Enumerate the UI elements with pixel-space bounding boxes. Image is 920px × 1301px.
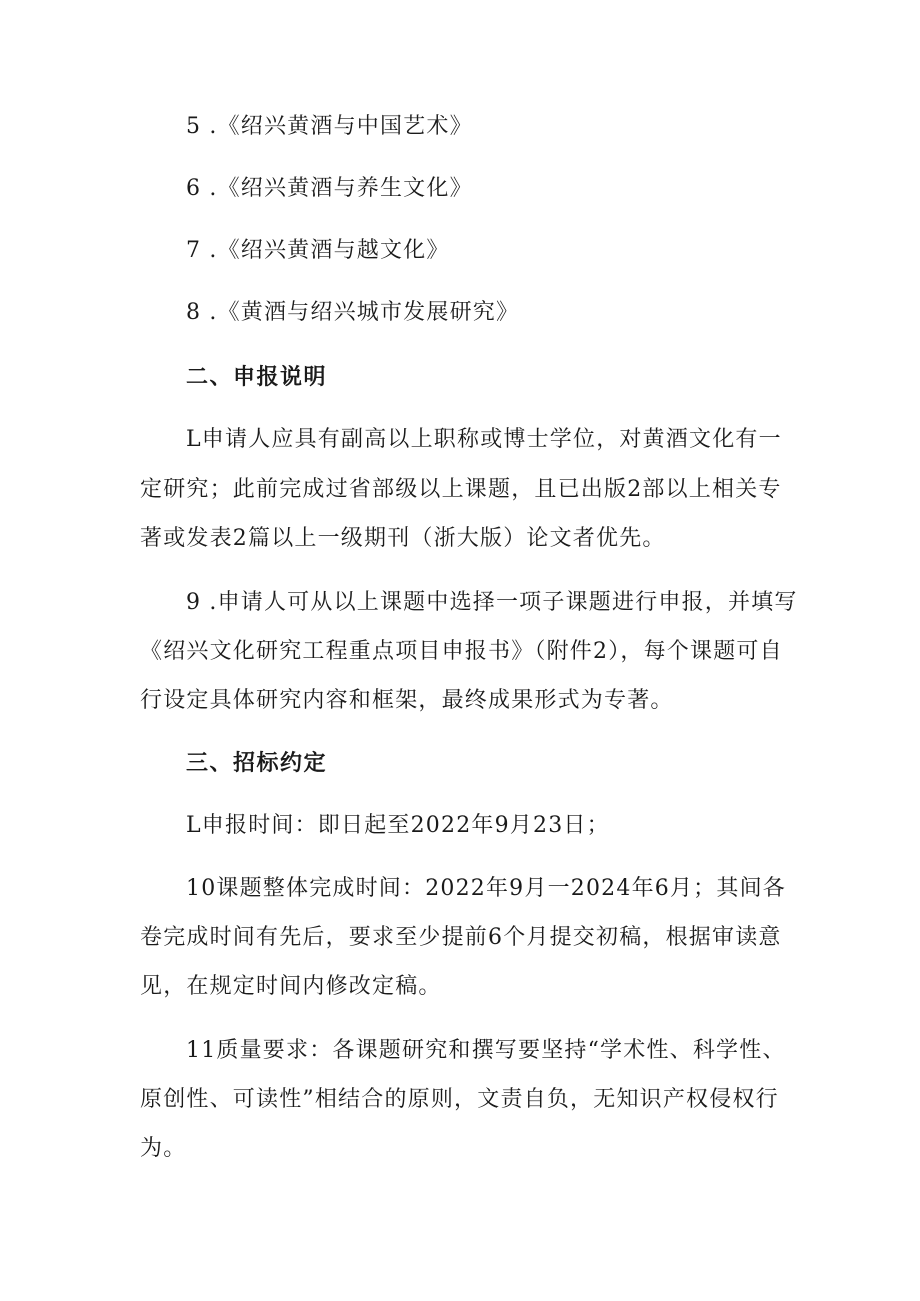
paragraph-line: 10课题整体完成时间：2022年9月一2024年6月；其间各: [186, 876, 786, 901]
paragraph-line: 卷完成时间有先后，要求至少提前6个月提交初稿，根据审读意: [140, 925, 782, 950]
paragraph-line: 11质量要求：各课题研究和撰写要坚持“学术性、科学性、: [186, 1038, 786, 1063]
paragraph-line: 行设定具体研究内容和框架，最终成果形式为专著。: [140, 688, 674, 713]
paragraph-line: 原创性、可读性”相结合的原则，文责自负，无知识产权侵权行: [140, 1087, 779, 1112]
paragraph-line: L申请人应具有副高以上职称或博士学位，对黄酒文化有一: [186, 427, 782, 452]
paragraph-line: 见，在规定时间内修改定稿。: [140, 974, 442, 999]
section-heading: 二、申报说明: [186, 364, 328, 390]
list-item: 7 .《绍兴黄酒与越文化》: [186, 238, 450, 263]
section-heading: 三、招标约定: [186, 750, 328, 776]
paragraph-line: 定研究；此前完成过省部级以上课题，且已出版2部以上相关专: [140, 477, 782, 502]
list-item: 6 .《绍兴黄酒与养生文化》: [186, 176, 473, 201]
paragraph-line: 《绍兴文化研究工程重点项目申报书》（附件2），每个课题可自: [140, 639, 783, 664]
list-item: 5 .《绍兴黄酒与中国艺术》: [186, 114, 473, 139]
list-item: 8 .《黄酒与绍兴城市发展研究》: [186, 300, 520, 325]
paragraph-line: 9 .申请人可从以上课题中选择一项子课题进行申报，并填写: [186, 590, 798, 615]
paragraph-line: 为。: [140, 1136, 187, 1161]
paragraph-line: 著或发表2篇以上一级期刊（浙大版）论文者优先。: [140, 526, 666, 551]
paragraph-line: L申报时间：即日起至2022年9月23日；: [186, 813, 610, 838]
